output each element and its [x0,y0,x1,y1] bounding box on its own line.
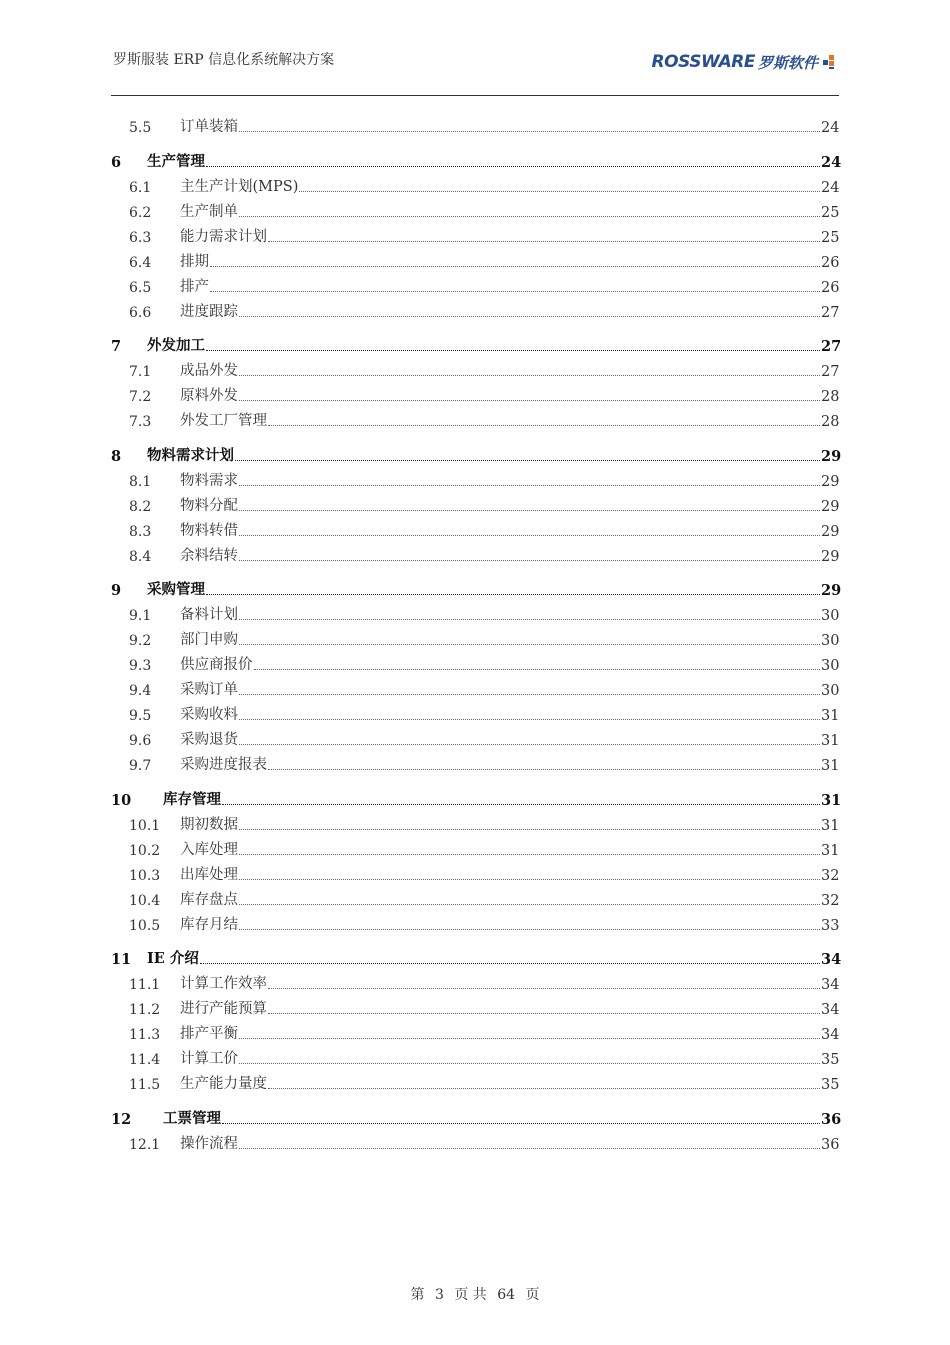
toc-section-entry[interactable] [111,1128,839,1153]
toc-section-entry[interactable] [111,465,839,490]
toc-entry-title: 部门申购 [180,632,238,648]
footer-middle: 页 共 [454,1287,487,1303]
toc-dot-leader [200,962,820,964]
toc-entry-number: 11.4 [129,1052,161,1068]
toc-section-entry[interactable] [111,859,839,884]
toc-section-entry[interactable] [111,884,839,909]
toc-dot-leader [268,1012,820,1014]
toc-entry-page: 36 [821,1136,840,1153]
toc-entry-number: 11 [111,951,132,968]
toc-dot-leader [239,534,820,536]
toc-dot-leader [206,165,820,167]
toc-entry-title: 外发工厂管理 [180,413,267,429]
toc-dot-leader [222,1122,820,1124]
toc-entry-page: 31 [821,708,840,724]
toc-section-entry[interactable] [111,271,839,296]
toc-section-entry[interactable] [111,674,839,699]
logo-text-cn: 罗斯软件 [757,53,818,72]
toc-entry-title: 操作流程 [180,1135,238,1152]
toc-entry-page: 27 [821,364,840,380]
toc-entry-title: 库存盘点 [180,891,238,908]
toc-entry-page: 31 [821,758,840,774]
toc-entry-number: 9.2 [129,633,152,649]
toc-entry-page: 29 [821,523,840,540]
toc-entry-title: 能力需求计划 [180,228,267,245]
toc-entry-number: 8.4 [129,548,152,565]
toc-dot-leader [239,559,820,561]
toc-entry-number: 8.3 [129,523,152,540]
toc-entry-title: 成品外发 [180,363,238,379]
toc-entry-title: 供应商报价 [180,657,253,673]
toc-entry-title: 入库处理 [180,841,238,858]
toc-entry-page: 25 [821,229,840,246]
toc-entry-title: 备料计划 [180,607,238,623]
toc-entry-title: 库存管理 [163,790,221,808]
toc-entry-number: 6 [111,153,122,171]
toc-dot-leader [239,693,820,695]
toc-entry-page: 29 [821,473,840,490]
toc-section-entry[interactable] [111,405,839,430]
toc-entry-number: 10.5 [129,917,161,934]
table-of-contents [111,111,842,1153]
toc-chapter-entry[interactable] [111,321,842,356]
toc-dot-leader [268,424,820,426]
footer-prefix: 第 [410,1287,425,1303]
toc-entry-number: 6.5 [129,279,152,296]
toc-entry-page: 26 [821,254,840,271]
toc-entry-number: 5.5 [129,120,152,136]
toc-section-entry[interactable] [111,246,839,271]
toc-dot-leader [268,240,820,242]
toc-entry-page: 30 [821,633,840,649]
toc-entry-number: 7.2 [129,389,152,405]
toc-dot-leader [239,315,820,317]
toc-entry-number: 9.5 [129,708,152,724]
toc-entry-title: 订单装箱 [180,119,238,135]
toc-entry-title: 物料转借 [180,522,238,539]
toc-dot-leader [206,593,820,595]
page-footer [0,1284,950,1304]
toc-entry-number: 8.1 [129,473,152,490]
toc-chapter-entry[interactable] [111,1093,842,1128]
company-logo [652,51,837,73]
toc-entry-number: 7.1 [129,364,152,380]
toc-entry-page: 29 [821,582,842,599]
toc-entry-title: 主生产计划(MPS) [180,178,299,195]
toc-section-entry[interactable] [111,355,839,380]
toc-dot-leader [210,290,820,292]
toc-section-entry[interactable] [111,809,839,834]
toc-entry-page: 35 [821,1077,840,1093]
toc-entry-page: 34 [821,977,840,993]
toc-dot-leader [239,399,820,401]
logo-mark-icon [823,55,837,69]
toc-dot-leader [239,1147,820,1149]
toc-entry-title: 进行产能预算 [180,1001,267,1017]
toc-dot-leader [239,853,820,855]
toc-section-entry[interactable] [111,699,839,724]
toc-dot-leader [239,1062,820,1064]
toc-section-entry[interactable] [111,909,839,934]
toc-entry-number: 9.1 [129,608,152,624]
toc-section-entry[interactable] [111,540,839,565]
toc-section-entry[interactable] [111,515,839,540]
toc-entry-page: 31 [821,817,840,834]
toc-dot-leader [268,987,820,989]
toc-entry-number: 10.1 [129,817,161,834]
toc-entry-number: 6.6 [129,304,152,321]
footer-suffix: 页 [525,1287,540,1303]
page-header [111,44,839,96]
toc-entry-number: 6.3 [129,229,152,246]
toc-entry-title: 物料需求计划 [147,446,234,464]
toc-entry-number: 6.1 [129,179,152,196]
toc-chapter-entry[interactable] [111,430,842,465]
toc-dot-leader [239,903,820,905]
toc-entry-number: 10.2 [129,842,161,859]
toc-entry-number: 11.5 [129,1077,161,1093]
toc-section-entry[interactable] [111,196,839,221]
toc-entry-page: 24 [821,179,840,196]
toc-dot-leader [239,130,820,132]
toc-dot-leader [239,618,820,620]
toc-section-entry[interactable] [111,111,839,136]
toc-entry-page: 28 [821,414,840,430]
toc-entry-page: 34 [821,1002,840,1018]
toc-entry-number: 6.4 [129,254,152,271]
toc-section-entry[interactable] [111,1068,839,1093]
toc-entry-title: 计算工价 [180,1051,238,1067]
toc-section-entry[interactable] [111,993,839,1018]
toc-section-entry[interactable] [111,221,839,246]
toc-entry-title: 采购收料 [180,707,238,723]
toc-entry-title: 工票管理 [163,1109,221,1127]
toc-entry-page: 35 [821,1052,840,1068]
toc-entry-page: 30 [821,608,840,624]
toc-dot-leader [239,743,820,745]
toc-entry-title: 出库处理 [180,866,238,883]
toc-entry-number: 8 [111,447,122,465]
toc-entry-title: 外发加工 [147,337,205,354]
toc-dot-leader [239,928,820,930]
toc-chapter-entry[interactable] [111,774,842,809]
toc-entry-title: 物料分配 [180,497,238,514]
toc-entry-number: 7.3 [129,414,152,430]
toc-section-entry[interactable] [111,490,839,515]
document-title: 罗斯服装 ERP 信息化系统解决方案 [113,52,335,68]
toc-entry-page: 32 [821,892,840,909]
toc-section-entry[interactable] [111,749,839,774]
footer-total-pages: 64 [497,1287,516,1303]
toc-dot-leader [206,349,820,351]
toc-dot-leader [239,484,820,486]
toc-entry-title: 原料外发 [180,388,238,404]
toc-entry-number: 10 [111,791,132,809]
toc-entry-page: 31 [821,733,840,749]
toc-chapter-entry[interactable] [111,934,842,969]
toc-entry-page: 27 [821,338,842,355]
toc-entry-page: 31 [821,842,840,859]
toc-section-entry[interactable] [111,599,839,624]
toc-dot-leader [239,878,820,880]
toc-dot-leader [239,643,820,645]
toc-section-entry[interactable] [111,171,839,196]
toc-chapter-entry[interactable] [111,136,842,171]
toc-entry-page: 29 [821,548,840,565]
toc-entry-page: 27 [821,304,840,321]
toc-entry-page: 29 [821,498,840,515]
toc-entry-title: 采购订单 [180,682,238,698]
toc-section-entry[interactable] [111,649,839,674]
toc-entry-title: 生产管理 [147,152,205,170]
toc-dot-leader [239,1037,820,1039]
toc-entry-title: 生产能力量度 [180,1076,267,1092]
toc-entry-title: 物料需求 [180,472,238,489]
toc-entry-page: 33 [821,917,840,934]
toc-section-entry[interactable] [111,724,839,749]
toc-entry-title: 排产平衡 [180,1026,238,1042]
toc-entry-page: 28 [821,389,840,405]
toc-entry-title: 排产 [180,278,209,295]
toc-entry-number: 9 [111,582,122,599]
toc-dot-leader [299,190,820,192]
toc-section-entry[interactable] [111,296,839,321]
footer-current-page: 3 [434,1287,444,1303]
toc-dot-leader [239,215,820,217]
toc-entry-page: 30 [821,683,840,699]
toc-section-entry[interactable] [111,834,839,859]
toc-dot-leader [254,668,821,670]
toc-dot-leader [268,768,820,770]
toc-entry-title: 采购管理 [147,581,205,598]
toc-entry-page: 25 [821,204,840,221]
toc-entry-page: 31 [821,791,842,809]
toc-entry-number: 11.3 [129,1027,161,1043]
toc-entry-title: 采购退货 [180,732,238,748]
toc-entry-title: 进度跟踪 [180,303,238,320]
toc-dot-leader [239,718,820,720]
toc-entry-number: 12 [111,1110,132,1128]
toc-entry-title: 采购进度报表 [180,757,267,773]
toc-entry-title: 计算工作效率 [180,976,267,992]
toc-entry-title: 排期 [180,253,209,270]
toc-dot-leader [210,265,820,267]
toc-entry-number: 8.2 [129,498,152,515]
toc-entry-number: 10.3 [129,867,161,884]
toc-entry-title: 库存月结 [180,916,238,933]
toc-entry-title: 余料结转 [180,547,238,564]
toc-section-entry[interactable] [111,624,839,649]
toc-entry-number: 11.2 [129,1002,161,1018]
toc-dot-leader [235,459,820,461]
toc-entry-page: 29 [821,447,842,465]
toc-entry-number: 12.1 [129,1136,161,1153]
toc-entry-title: IE 介绍 [147,950,199,967]
toc-dot-leader [268,1087,820,1089]
toc-section-entry[interactable] [111,1018,839,1043]
toc-dot-leader [222,803,820,805]
toc-entry-page: 24 [821,120,840,136]
toc-entry-page: 30 [821,658,840,674]
toc-entry-page: 34 [821,951,842,968]
toc-dot-leader [239,374,820,376]
toc-entry-title: 生产制单 [180,203,238,220]
toc-entry-page: 32 [821,867,840,884]
toc-entry-page: 34 [821,1027,840,1043]
toc-entry-number: 9.7 [129,758,152,774]
toc-entry-page: 36 [821,1110,842,1128]
toc-entry-number: 9.3 [129,658,152,674]
toc-entry-number: 7 [111,338,122,355]
toc-section-entry[interactable] [111,380,839,405]
toc-entry-page: 24 [821,153,842,171]
toc-entry-number: 9.6 [129,733,152,749]
logo-text-en: ROSSWARE [651,52,755,72]
toc-chapter-entry[interactable] [111,565,842,600]
toc-section-entry[interactable] [111,1043,839,1068]
toc-entry-title: 期初数据 [180,816,238,833]
toc-entry-page: 26 [821,279,840,296]
toc-entry-number: 9.4 [129,683,152,699]
toc-dot-leader [239,828,820,830]
toc-section-entry[interactable] [111,968,839,993]
toc-entry-number: 6.2 [129,204,152,221]
toc-entry-number: 10.4 [129,892,161,909]
toc-dot-leader [239,509,820,511]
toc-entry-number: 11.1 [129,977,161,993]
